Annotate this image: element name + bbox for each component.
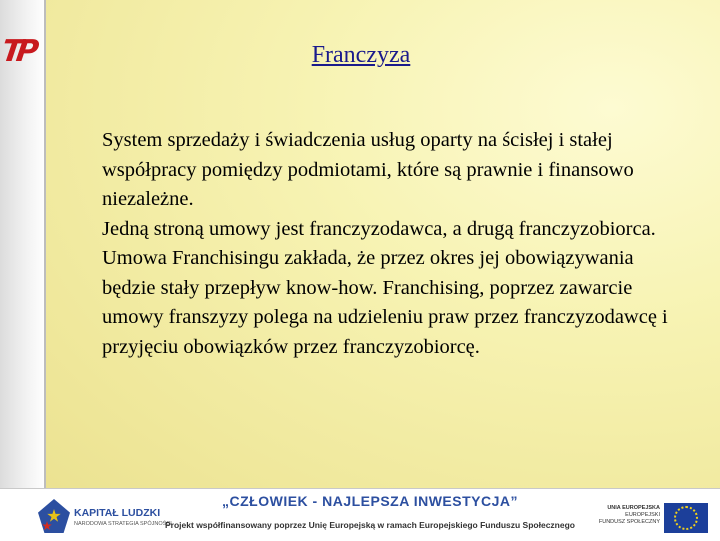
tp-logo: TP [0, 34, 35, 69]
paragraph-definition: System sprzedaży i świadczenia usług oparty na ścisłej i stałej współpracy pomiędzy podmiotami, które są prawnie i finansowo niezależne. [102, 129, 634, 210]
footer-banner [0, 488, 720, 541]
footer-project-note: Projekt współfinansowany poprzez Unię Europejską w ramach Europejskiego Funduszu Społecznego [165, 520, 575, 530]
eu-label-line3: FUNDUSZ SPOŁECZNY [598, 519, 660, 525]
star-icon [38, 499, 70, 533]
eu-label-line2: EUROPEJSKI [625, 512, 660, 518]
kapital-ludzki-name: KAPITAŁ LUDZKI [74, 507, 161, 519]
slide-title-wrapper [0, 42, 720, 69]
slide-body [102, 126, 692, 362]
left-frame-decoration [0, 0, 46, 488]
slide-title: Franczyza [311, 42, 411, 68]
eu-stars-ring [674, 506, 698, 530]
paragraph-details: Jedną stroną umowy jest franczyzodawca, a drugą franczyzobiorca. Umowa Franchisingu zakłada, że przez okres jej obowiązywania będzie stały przepływ know-how. Franchising, poprzez zawarcie umowy franszyzy polega na udzieleniu praw przez franczyzodawcę i przyjęciu obowiązków przez franczyzobiorcę. [102, 217, 668, 358]
kapital-ludzki-logo [38, 499, 172, 535]
footer-slogan: „CZŁOWIEK - NAJLEPSZA INWESTYCJA” [222, 493, 518, 509]
eu-label [596, 505, 660, 526]
kapital-ludzki-subtitle: NARODOWA STRATEGIA SPÓJNOŚCI [74, 521, 172, 527]
eu-flag-icon [664, 503, 708, 533]
eu-label-line1: UNIA EUROPEJSKA [607, 505, 660, 511]
